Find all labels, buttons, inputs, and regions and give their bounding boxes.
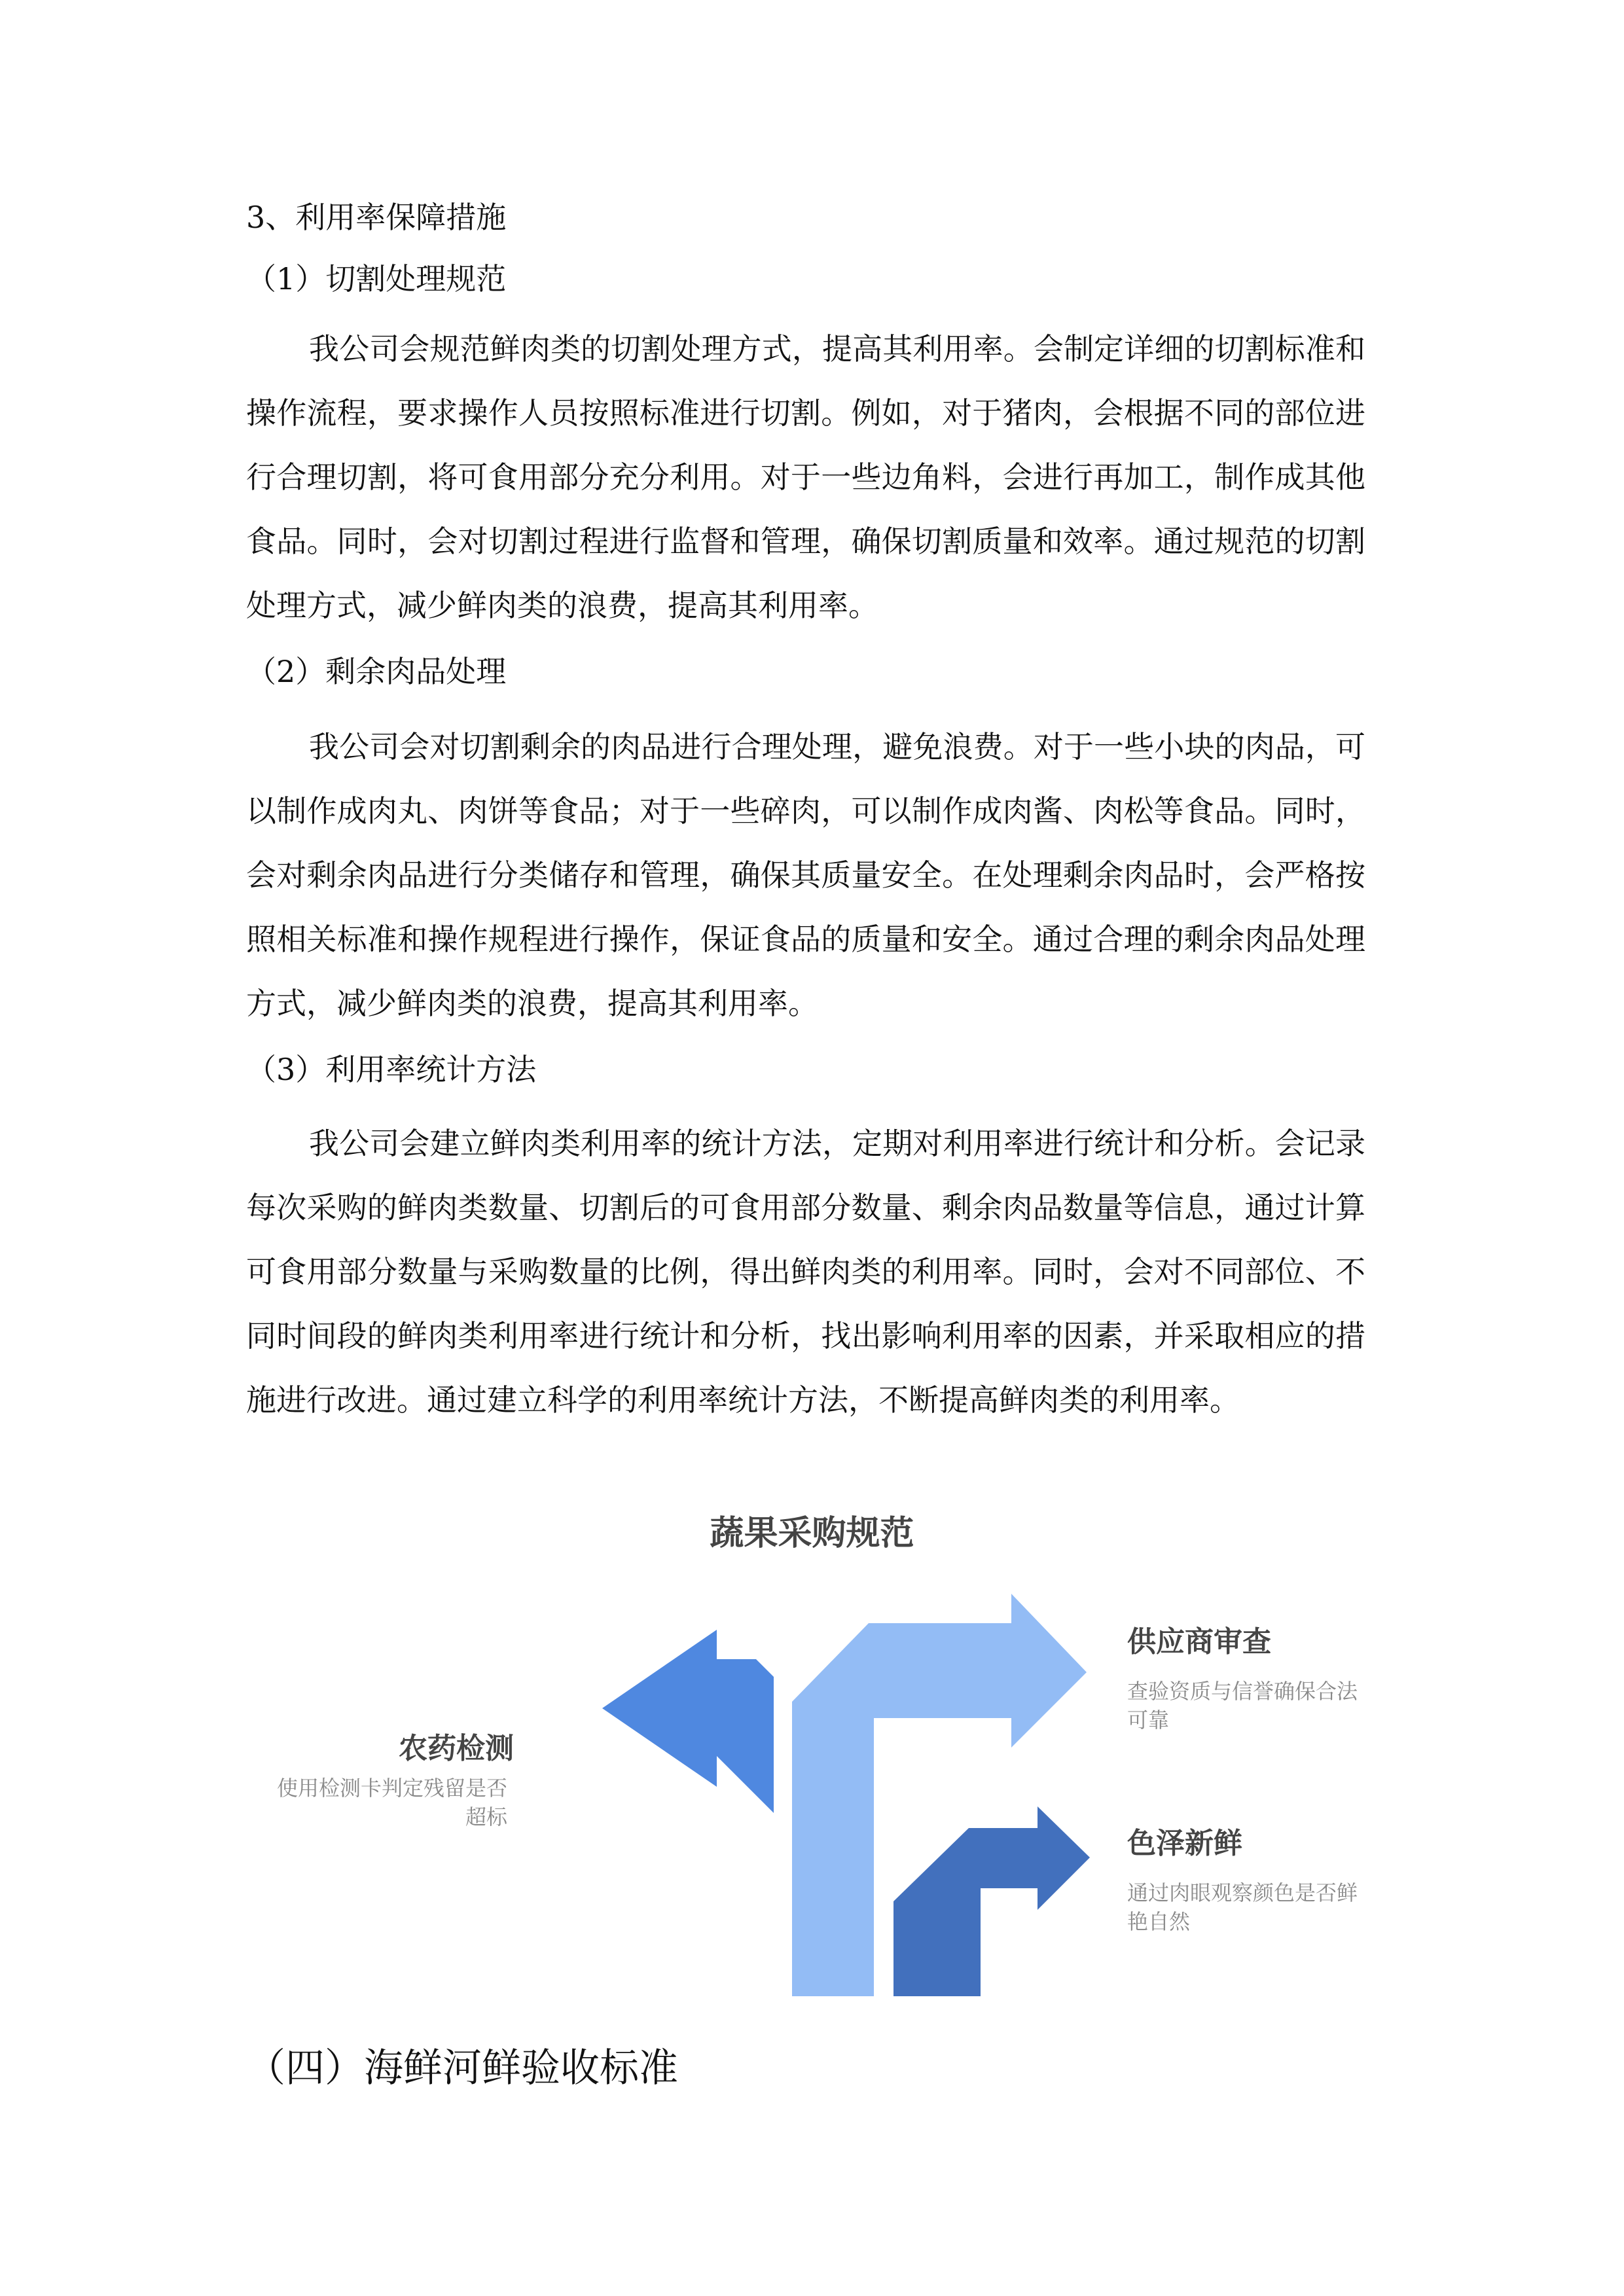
paragraph-cutting: 我公司会规范鲜肉类的切割处理方式，提高其利用率。会制定详细的切割标准和操作流程，要求操作人员按照标准进行切割。例如，对于猪肉，会根据不同的部位进行合理切割，将可食用部分充分利用。对于一些边角料，会进行再加工，制作成其他食品。同时，会对切割过程进行监督和管理，确保切割质量和效率。通过规范的切割处理方式，减少鲜肉类的浪费，提高其利用率。 <box>246 331 1365 623</box>
pesticide-test-title: 农药检测 <box>399 1732 514 1765</box>
section-heading: 3、利用率保障措施 <box>246 200 507 235</box>
arrow-pesticide-test <box>602 1630 774 1996</box>
paragraph-leftover: 我公司会对切割剩余的肉品进行合理处理，避免浪费。对于一些小块的肉品，可以制作成肉丸、肉饼等食品；对于一些碎肉，可以制作成肉酱、肉松等食品。同时，会对剩余肉品进行分类储存和管理，确保其质量安全。在处理剩余肉品时，会严格按照相关标准和操作规程进行操作，保证食品的质量和安全。通过合理的剩余肉品处理方式，减少鲜肉类的浪费，提高其利用率。 <box>246 729 1365 1021</box>
subsection-heading-statistics: （3）利用率统计方法 <box>246 1052 537 1087</box>
diagram-title: 蔬果采购规范 <box>710 1514 914 1553</box>
supplier-review-title: 供应商审查 <box>1127 1625 1271 1659</box>
fresh-color-title: 色泽新鲜 <box>1127 1827 1242 1860</box>
section-four-heading: （四）海鲜河鲜验收标准 <box>246 2045 678 2091</box>
subsection-heading-leftover: （2）剩余肉品处理 <box>246 654 507 689</box>
fresh-color-description: 通过肉眼观察颜色是否鲜艳自然 <box>1127 1880 1358 1934</box>
pesticide-test-description: 使用检测卡判定残留是否超标 <box>276 1776 507 1829</box>
paragraph-statistics: 我公司会建立鲜肉类利用率的统计方法，定期对利用率进行统计和分析。会记录每次采购的鲜肉类数量、切割后的可食用部分数量、剩余肉品数量等信息，通过计算可食用部分数量与采购数量的比例，得出鲜肉类的利用率。同时，会对不同部位、不同时间段的鲜肉类利用率进行统计和分析，找出影响利用率的因素，并采取相应的措施进行改进。通过建立科学的利用率统计方法，不断提高鲜肉类的利用率。 <box>246 1126 1365 1418</box>
supplier-review-description: 查验资质与信誉确保合法可靠 <box>1127 1679 1358 1732</box>
arrow-fresh-color <box>893 1806 1090 1996</box>
subsection-heading-cutting: （1）切割处理规范 <box>246 261 507 296</box>
